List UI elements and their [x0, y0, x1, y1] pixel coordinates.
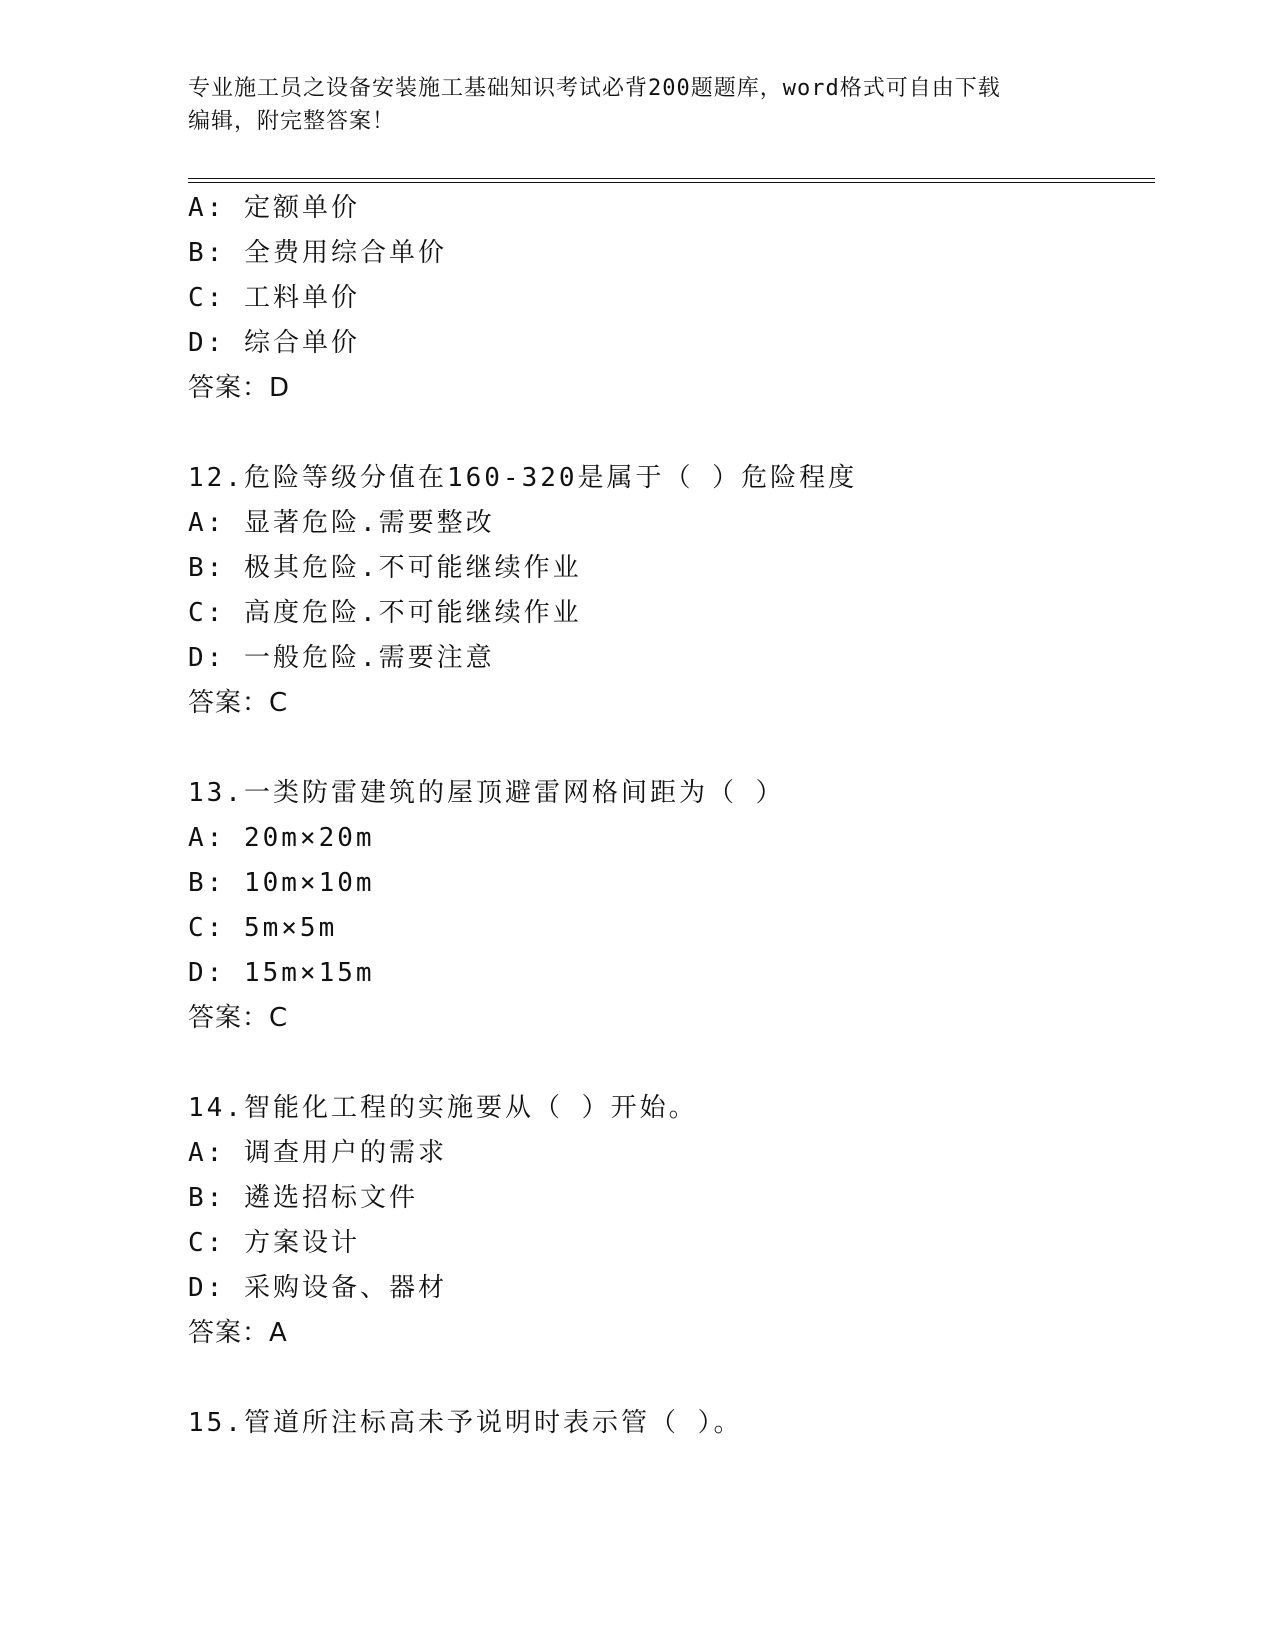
q11-answer: 答案：D: [188, 373, 291, 403]
header-divider-top: [188, 178, 1155, 179]
q11-option-d: D: 综合单价: [188, 328, 360, 358]
q12-option-a: A: 显著危险.需要整改: [188, 508, 495, 538]
q12-option-c: C: 高度危险.不可能继续作业: [188, 598, 582, 628]
q11-option-b: B: 全费用综合单价: [188, 238, 447, 268]
q14-option-a: A: 调查用户的需求: [188, 1138, 447, 1168]
q13-option-b: B: 10m×10m: [188, 868, 375, 898]
q13-question: 13.一类防雷建筑的屋顶避雷网格间距为（ ）: [188, 778, 785, 808]
q14-option-c: C: 方案设计: [188, 1228, 360, 1258]
q12-question: 12.危险等级分值在160-320是属于（ ）危险程度: [188, 463, 858, 493]
header-divider-bottom: [188, 182, 1155, 183]
document-header: [188, 72, 1088, 138]
q13-answer: 答案：C: [188, 1003, 289, 1033]
q14-option-d: D: 采购设备、器材: [188, 1273, 447, 1303]
q13-option-a: A: 20m×20m: [188, 823, 375, 853]
header-line-2: 编辑，附完整答案！: [188, 109, 396, 134]
q11-option-c: C: 工料单价: [188, 283, 360, 313]
q12-option-d: D: 一般危险.需要注意: [188, 643, 495, 673]
q14-option-b: B: 遴选招标文件: [188, 1183, 418, 1213]
q14-question: 14.智能化工程的实施要从（ ）开始。: [188, 1093, 698, 1123]
q12-answer: 答案：C: [188, 688, 289, 718]
q15-question: 15.管道所注标高未予说明时表示管（ ）。: [188, 1408, 743, 1438]
q13-option-c: C: 5m×5m: [188, 913, 338, 943]
q11-option-a: A: 定额单价: [188, 193, 360, 223]
q14-answer: 答案：A: [188, 1318, 288, 1348]
q13-option-d: D: 15m×15m: [188, 958, 375, 988]
header-line-1: 专业施工员之设备安装施工基础知识考试必背200题题库，word格式可自由下载: [188, 76, 1001, 101]
q12-option-b: B: 极其危险.不可能继续作业: [188, 553, 582, 583]
